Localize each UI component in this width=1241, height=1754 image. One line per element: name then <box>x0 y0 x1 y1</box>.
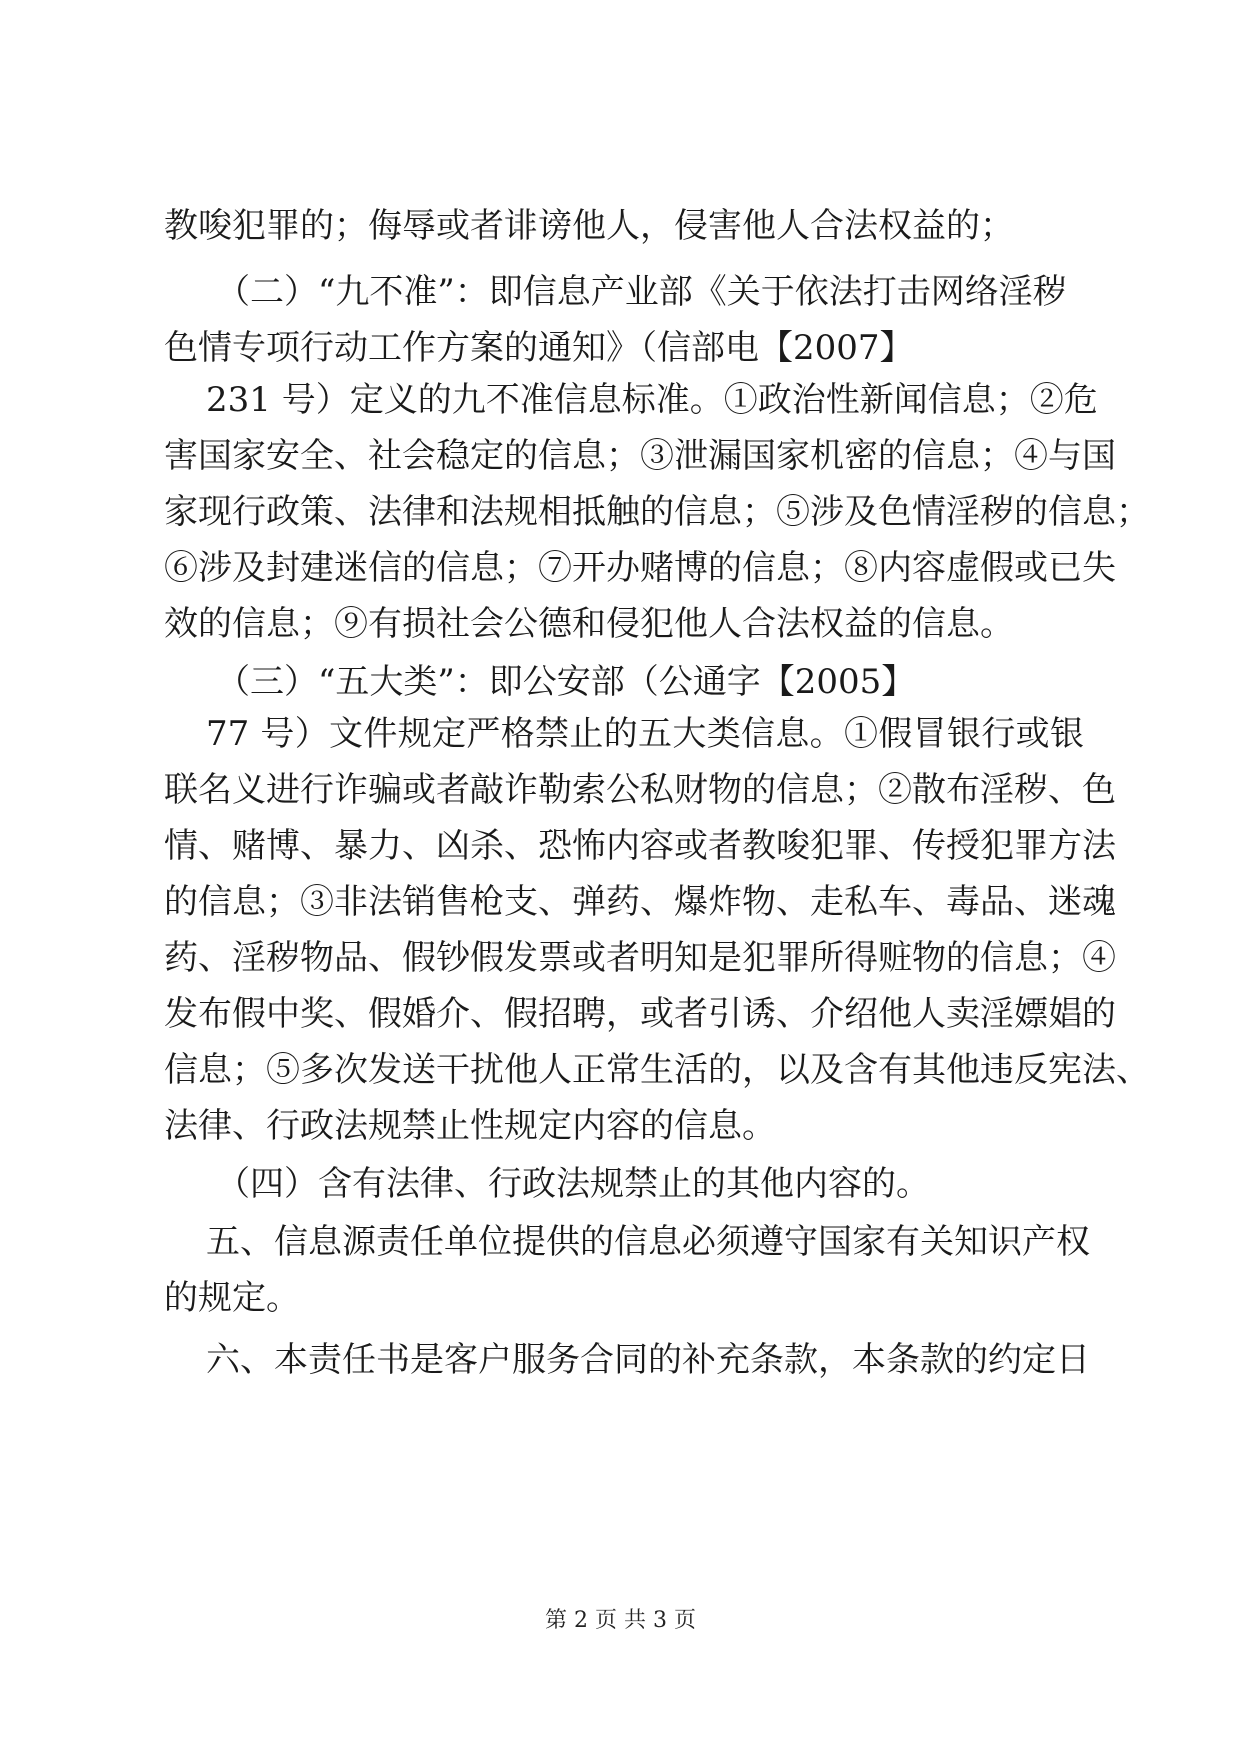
text-line: 的信息；③非法销售枪支、弹药、爆炸物、走私车、毒品、迷魂 <box>164 882 1116 922</box>
text-line: （三）“五大类”：即公安部（公通字【2005】 <box>216 662 916 702</box>
text-line: （二）“九不准”：即信息产业部《关于依法打击网络淫秽 <box>216 272 1067 312</box>
text-line: 231 号）定义的九不准信息标准。①政治性新闻信息；②危 <box>206 380 1098 420</box>
text-line: 效的信息；⑨有损社会公德和侵犯他人合法权益的信息。 <box>164 604 1014 644</box>
text-line: 发布假中奖、假婚介、假招聘，或者引诱、介绍他人卖淫嫖娼的 <box>164 994 1116 1034</box>
text-line: 情、赌博、暴力、凶杀、恐怖内容或者教唆犯罪、传授犯罪方法 <box>164 826 1116 866</box>
text-line: 联名义进行诈骗或者敲诈勒索公私财物的信息；②散布淫秽、色 <box>164 770 1116 810</box>
text-line: 家现行政策、法律和法规相抵触的信息；⑤涉及色情淫秽的信息； <box>164 492 1150 532</box>
text-line: （四）含有法律、行政法规禁止的其他内容的。 <box>216 1164 930 1204</box>
text-line: 信息；⑤多次发送干扰他人正常生活的，以及含有其他违反宪法、 <box>164 1050 1150 1090</box>
text-line: 害国家安全、社会稳定的信息；③泄漏国家机密的信息；④与国 <box>164 436 1116 476</box>
text-line: 的规定。 <box>164 1278 300 1318</box>
text-line: ⑥涉及封建迷信的信息；⑦开办赌博的信息；⑧内容虚假或已失 <box>164 548 1116 588</box>
text-line: 77 号）文件规定严格禁止的五大类信息。①假冒银行或银 <box>206 714 1084 754</box>
text-line: 六、本责任书是客户服务合同的补充条款，本条款的约定日 <box>206 1340 1090 1380</box>
text-line: 五、信息源责任单位提供的信息必须遵守国家有关知识产权 <box>206 1222 1090 1262</box>
text-line: 色情专项行动工作方案的通知》（信部电【2007】 <box>164 328 914 368</box>
text-line: 法律、行政法规禁止性规定内容的信息。 <box>164 1106 776 1146</box>
page-number-footer: 第 2 页 共 3 页 <box>545 1608 696 1633</box>
text-line: 药、淫秽物品、假钞假发票或者明知是犯罪所得赃物的信息；④ <box>164 938 1116 978</box>
text-line: 教唆犯罪的；侮辱或者诽谤他人，侵害他人合法权益的； <box>164 206 1014 246</box>
